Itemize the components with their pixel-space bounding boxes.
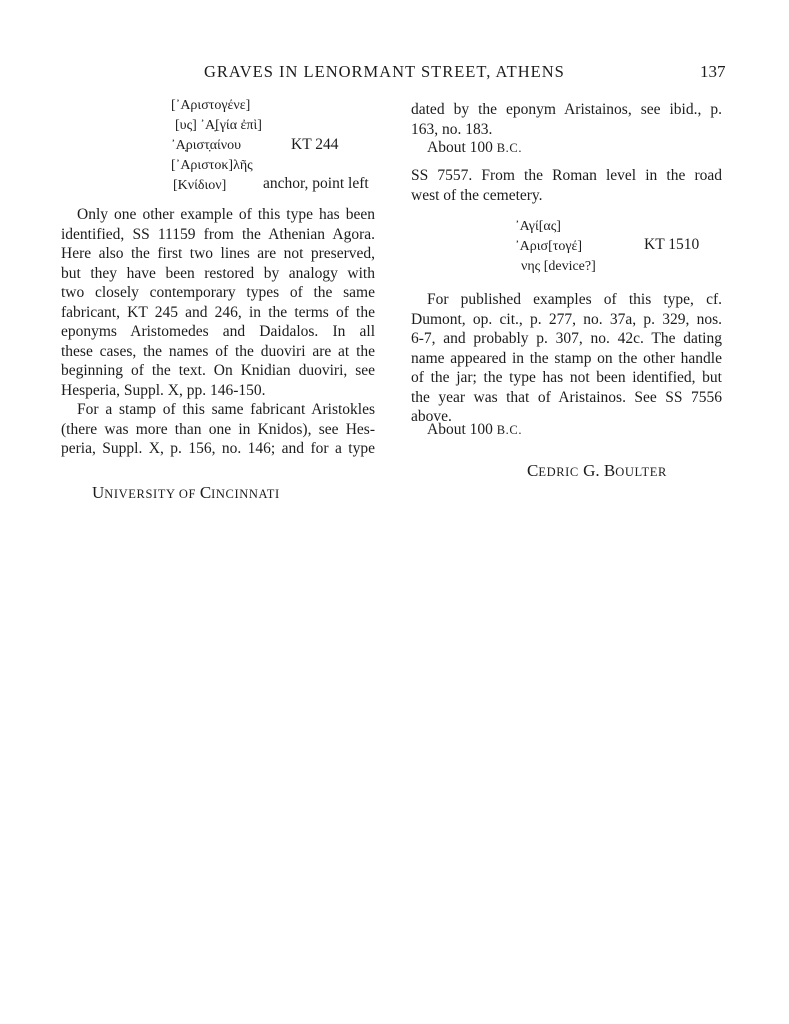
text-line: 163, no. 183.: [411, 120, 493, 138]
stamp-line: ᾿Α̣ριστ̣αίνου: [171, 138, 242, 153]
text-line: Here also the first two lines are not preserved,: [61, 245, 375, 262]
stamp-line: ᾿Αρισ[τογέ]: [515, 239, 583, 254]
running-title: GRAVES IN LENORMANT STREET, ATHENS: [204, 62, 565, 81]
text-line: Hesperia, Suppl. X, pp. 146-150.: [61, 381, 266, 399]
date-note: About 100 B.C.: [427, 139, 523, 156]
text-line: identified, SS 11159 from the Athenian Agora.: [61, 225, 375, 243]
text-line: dated by the eponym Aristainos, see ibid., p.: [411, 101, 722, 118]
stamp-line: ᾿Αγί[ας]: [515, 219, 561, 234]
page-number: 137: [700, 62, 726, 81]
text-line: For published examples of this type, cf.: [427, 291, 722, 308]
author-name: CEDRIC G. BOULTER: [527, 461, 667, 480]
stamp-line: [υς] ᾿Α̣[γία ἐπὶ]: [175, 118, 262, 133]
text-line: these cases, the names of the duoviri are at the: [61, 342, 375, 360]
stamp-identifier: KT 244: [291, 136, 339, 153]
text-line: For a stamp of this same fabricant Aristokles: [77, 401, 375, 418]
stamp-device: anchor, point left: [263, 175, 369, 192]
text-line: name appeared in the stamp on the other handle: [411, 349, 722, 367]
paragraph-type-comparison: [61, 205, 375, 400]
stamp-identifier: KT 1510: [644, 236, 700, 253]
paragraph-continuation: [411, 100, 722, 139]
text-line: fabricant, KT 245 and 246, in the terms of the: [61, 303, 375, 321]
text-line: two closely contemporary types of the same: [61, 284, 375, 301]
text-line: eponyms Aristomedes and Daidalos. In all: [61, 323, 375, 340]
stamp-line: [᾿Αριστογένε]: [171, 98, 251, 113]
text-line: Only one other example of this type has been: [77, 206, 375, 223]
affiliation: UNIVERSITY OF CINCINNATI: [92, 483, 280, 502]
text-line: the year was that of Aristainos. See SS 7556: [411, 388, 722, 406]
text-line: but they have been restored by analogy with: [61, 264, 375, 282]
stamp-line: [᾿Αριστοκ]λῆς: [171, 158, 253, 173]
text-line: 6-7, and probably p. 307, no. 42c. The dating: [411, 330, 722, 347]
text-line: SS 7557. From the Roman level in the road: [411, 167, 722, 184]
text-line: of the jar; the type has not been identified, but: [411, 369, 722, 386]
date-note: About 100 B.C.: [427, 421, 523, 438]
text-line: peria, Suppl. X, p. 156, no. 146; and for a type: [61, 440, 375, 457]
text-line: beginning of the text. On Knidian duoviri, see: [61, 362, 375, 379]
text-line: west of the cemetery.: [411, 186, 543, 204]
paragraph-published-examples: [411, 290, 722, 427]
text-line: (there was more than one in Knidos), see Hes-: [61, 420, 375, 438]
text-line: above.: [411, 408, 452, 425]
stamp-line: νης [device?]: [521, 259, 596, 274]
paragraph-fabricant-reference: [61, 400, 375, 459]
stamp-line: [Κνίδιον]: [173, 178, 227, 193]
text-line: Dumont, op. cit., p. 277, no. 37a, p. 329, nos.: [411, 310, 722, 328]
paragraph-ss-7557: [411, 166, 722, 205]
